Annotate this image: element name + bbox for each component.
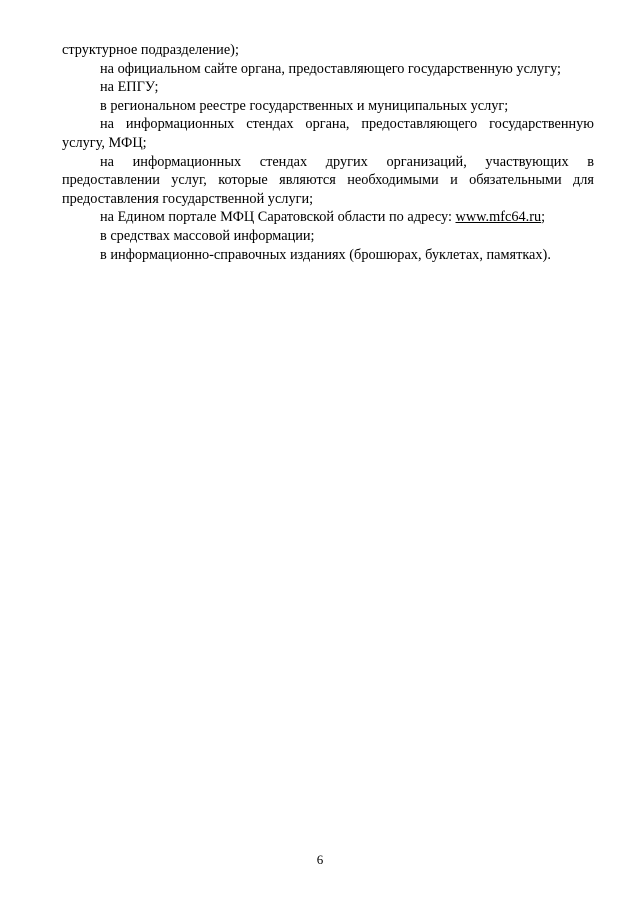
page-number: 6 <box>316 852 324 867</box>
document-body <box>62 41 594 264</box>
paragraph-info-stands-organ: на информационных стендах органа, предоставляющего государственную услугу, МФЦ; <box>62 116 594 151</box>
paragraph-official-site: на официальном сайте органа, предоставляющего государственную услугу; <box>100 60 562 77</box>
paragraph-continuation: структурное подразделение); <box>62 42 239 58</box>
paragraph-info-stands-other: на информационных стендах других организаций, участвующих в предоставлении услуг, которые являются необходимыми и обязательными для предоставления государственной услуги; <box>62 153 594 207</box>
paragraph-mfc-portal <box>62 208 594 227</box>
mfc-portal-link[interactable]: www.mfc64.ru <box>455 209 542 226</box>
paragraph-mass-media: в средствах массовой информации; <box>100 227 315 244</box>
portal-suffix: ; <box>541 209 546 226</box>
paragraph-epgu: на ЕПГУ; <box>100 79 159 96</box>
paragraph-reference-publications: в информационно-справочных изданиях (брошюрах, буклетах, памятках). <box>100 246 551 263</box>
paragraph-regional-registry: в региональном реестре государственных и муниципальных услуг; <box>100 97 509 114</box>
portal-prefix: на Едином портале МФЦ Саратовской области по адресу: <box>100 209 456 226</box>
